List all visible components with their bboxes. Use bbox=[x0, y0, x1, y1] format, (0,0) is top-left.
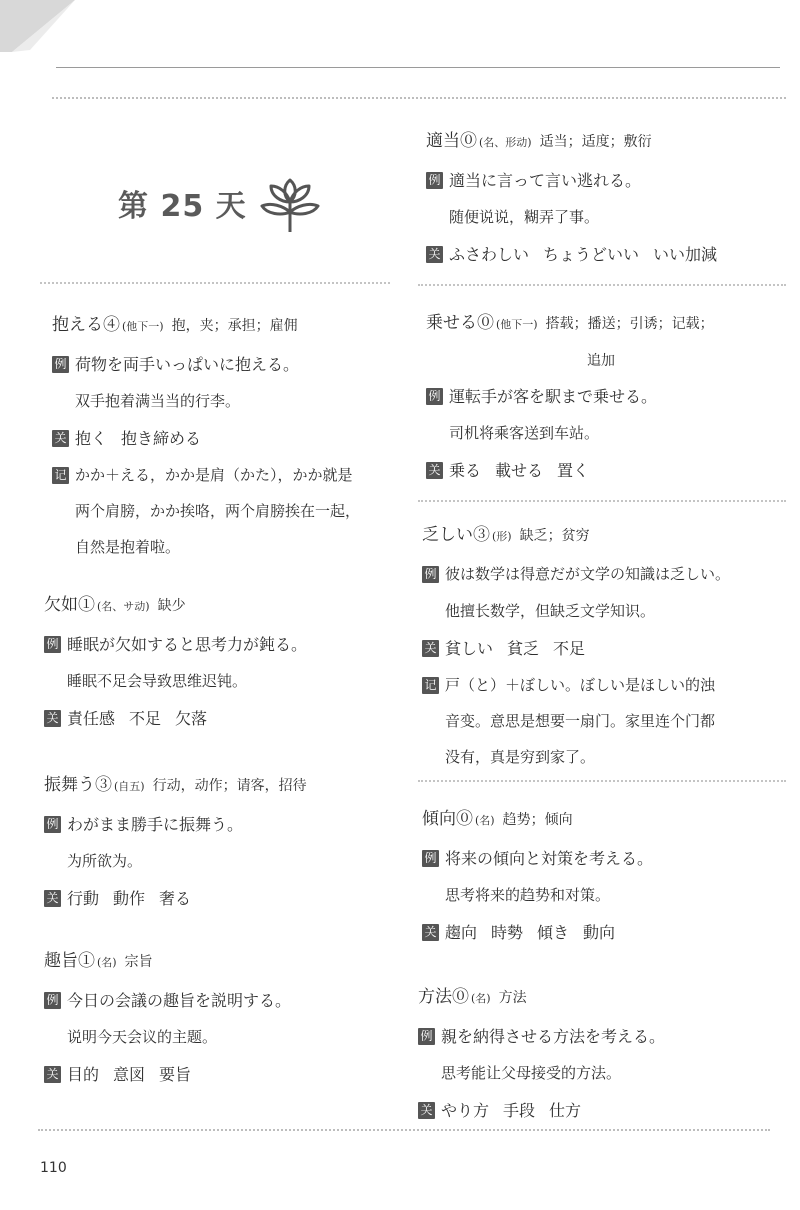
related-row bbox=[44, 700, 394, 737]
example-badge: 例 bbox=[426, 388, 443, 405]
meaning: 行动，动作；请客，招待 bbox=[152, 778, 307, 794]
example-row bbox=[426, 378, 776, 415]
example-badge: 例 bbox=[418, 1028, 435, 1045]
note-badge: 记 bbox=[422, 677, 439, 694]
meaning: 搭载；播送；引诱；记载； bbox=[545, 316, 714, 332]
meaning: 趋势；倾向 bbox=[502, 812, 573, 828]
related-word: 不足 bbox=[129, 709, 162, 728]
entry-toboshii bbox=[422, 516, 772, 775]
example-japanese: 彼は数学は得意だが文学の知識は乏しい。 bbox=[445, 565, 731, 583]
part-of-speech: (形) bbox=[492, 530, 512, 543]
example-row bbox=[422, 556, 772, 593]
entry-headword-line bbox=[422, 800, 772, 840]
example-japanese: 将来の傾向と対策を考える。 bbox=[445, 849, 654, 868]
example-japanese: 今日の会議の趣旨を説明する。 bbox=[67, 991, 292, 1010]
entry-kakaeru bbox=[52, 306, 402, 565]
related-row bbox=[426, 452, 776, 489]
section-divider bbox=[418, 284, 786, 286]
related-word: 動向 bbox=[583, 923, 616, 942]
headword: 乏しい bbox=[422, 525, 473, 545]
example-badge: 例 bbox=[52, 356, 69, 373]
accent-mark: ⓪ bbox=[456, 809, 473, 829]
headword: 趣旨 bbox=[44, 951, 78, 971]
example-badge: 例 bbox=[44, 992, 61, 1009]
related-word: 意図 bbox=[113, 1065, 146, 1084]
related-word: 要旨 bbox=[159, 1065, 192, 1084]
tree-icon bbox=[257, 172, 323, 234]
related-word: 貧乏 bbox=[507, 639, 540, 658]
headword: 振舞う bbox=[44, 775, 95, 795]
meaning: 抱，夹；承担；雇佣 bbox=[171, 318, 298, 334]
headword: 乗せる bbox=[426, 313, 477, 333]
related-row bbox=[52, 420, 402, 457]
related-word: 趨向 bbox=[445, 923, 478, 942]
example-chinese: 说明今天会议的主题。 bbox=[67, 1028, 218, 1046]
related-word: 目的 bbox=[67, 1065, 100, 1084]
example-badge: 例 bbox=[426, 172, 443, 189]
part-of-speech: (他下一) bbox=[496, 318, 538, 331]
example-japanese: 適当に言って言い逃れる。 bbox=[449, 171, 642, 190]
headword: 抱える bbox=[52, 315, 103, 335]
example-chinese: 思考将来的趋势和对策。 bbox=[445, 886, 611, 904]
related-row bbox=[422, 914, 772, 951]
example-chinese: 随便说说，糊弄了事。 bbox=[449, 208, 600, 226]
entry-headword-line bbox=[44, 942, 394, 982]
accent-mark: ③ bbox=[473, 525, 490, 545]
related-word: 時勢 bbox=[491, 923, 524, 942]
related-badge: 关 bbox=[426, 462, 443, 479]
related-word: 載せる bbox=[495, 461, 544, 480]
related-badge: 关 bbox=[44, 1066, 61, 1083]
accent-mark: ① bbox=[78, 595, 95, 615]
entry-houhou bbox=[418, 978, 768, 1129]
related-word: いい加減 bbox=[653, 245, 718, 264]
note-row bbox=[422, 667, 772, 703]
day-title-text: 第 25 天 bbox=[118, 189, 247, 224]
entry-headword-line bbox=[52, 306, 402, 346]
note-line: 两个肩膀，かか挨咯，两个肩膀挨在一起， bbox=[75, 502, 361, 520]
example-row bbox=[44, 626, 394, 663]
related-word: 傾き bbox=[537, 923, 570, 942]
entry-tekitou bbox=[426, 122, 776, 273]
related-word: ちょうどいい bbox=[543, 245, 640, 264]
meaning: 缺少 bbox=[157, 598, 186, 614]
example-row bbox=[44, 982, 394, 1019]
example-chinese: 为所欲为。 bbox=[67, 852, 143, 870]
accent-mark: ① bbox=[78, 951, 95, 971]
example-japanese: 親を納得させる方法を考える。 bbox=[441, 1027, 666, 1046]
accent-mark: ④ bbox=[103, 315, 120, 335]
related-word: 抱き締める bbox=[121, 429, 202, 448]
section-divider bbox=[418, 500, 786, 502]
example-badge: 例 bbox=[422, 850, 439, 867]
example-chinese: 睡眠不足会导致思维迟钝。 bbox=[67, 672, 248, 690]
entry-headword-line bbox=[44, 586, 394, 626]
example-row bbox=[422, 840, 772, 877]
headword: 欠如 bbox=[44, 595, 78, 615]
entry-noseru bbox=[426, 304, 776, 489]
related-row bbox=[44, 1056, 394, 1093]
related-word: 手段 bbox=[503, 1101, 536, 1120]
related-badge: 关 bbox=[418, 1102, 435, 1119]
section-divider bbox=[40, 282, 390, 284]
related-row bbox=[426, 236, 776, 273]
section-divider bbox=[418, 780, 786, 782]
related-badge: 关 bbox=[422, 924, 439, 941]
related-badge: 关 bbox=[422, 640, 439, 657]
example-row bbox=[418, 1018, 768, 1055]
related-row bbox=[44, 880, 394, 917]
example-japanese: 運転手が客を駅まで乗せる。 bbox=[449, 387, 658, 406]
related-word: 乗る bbox=[449, 461, 482, 480]
example-row bbox=[52, 346, 402, 383]
note-badge: 记 bbox=[52, 467, 69, 484]
example-chinese: 双手抱着满当当的行李。 bbox=[75, 392, 241, 410]
page-number: 110 bbox=[40, 1160, 67, 1176]
related-badge: 关 bbox=[426, 246, 443, 263]
entry-headword-line bbox=[426, 304, 776, 344]
related-badge: 关 bbox=[52, 430, 69, 447]
related-word: やり方 bbox=[441, 1101, 490, 1120]
example-chinese: 思考能让父母接受的方法。 bbox=[441, 1064, 622, 1082]
entry-headword-line bbox=[422, 516, 772, 556]
note-line: かか＋える，かか是肩（かた），かか就是 bbox=[75, 466, 353, 484]
headword: 傾向 bbox=[422, 809, 456, 829]
meaning: 适当；适度；敷衍 bbox=[539, 134, 652, 150]
related-word: 仕方 bbox=[549, 1101, 582, 1120]
example-badge: 例 bbox=[422, 566, 439, 583]
example-row bbox=[44, 806, 394, 843]
part-of-speech: (名) bbox=[475, 814, 495, 827]
related-word: 抱く bbox=[75, 429, 108, 448]
example-chinese: 司机将乘客送到车站。 bbox=[449, 424, 600, 442]
example-chinese: 他擅长数学，但缺乏文学知识。 bbox=[445, 602, 656, 620]
example-badge: 例 bbox=[44, 636, 61, 653]
related-row bbox=[418, 1092, 768, 1129]
entry-headword-line bbox=[426, 122, 776, 162]
day-title bbox=[118, 172, 323, 234]
entry-keikou bbox=[422, 800, 772, 951]
headword: 方法 bbox=[418, 987, 452, 1007]
example-badge: 例 bbox=[44, 816, 61, 833]
top-rule bbox=[56, 67, 780, 68]
note-line: 音变。意思是想要一扇门。家里连个门都 bbox=[445, 712, 716, 730]
entry-furumau bbox=[44, 766, 394, 917]
related-word: 貧しい bbox=[445, 639, 494, 658]
part-of-speech: (自五) bbox=[114, 780, 145, 793]
related-badge: 关 bbox=[44, 890, 61, 907]
example-japanese: わがまま勝手に振舞う。 bbox=[67, 815, 244, 834]
related-word: 欠落 bbox=[175, 709, 208, 728]
example-japanese: 睡眠が欠如すると思考力が鈍る。 bbox=[67, 635, 308, 654]
related-word: 不足 bbox=[553, 639, 586, 658]
entry-shushi bbox=[44, 942, 394, 1093]
entry-headword-line bbox=[44, 766, 394, 806]
meaning: 缺乏；贫穷 bbox=[519, 528, 590, 544]
entry-headword-line bbox=[418, 978, 768, 1018]
related-word: ふさわしい bbox=[449, 245, 530, 264]
entry-ketsujo bbox=[44, 586, 394, 737]
related-word: 奢る bbox=[159, 889, 192, 908]
note-row bbox=[52, 457, 402, 493]
accent-mark: ③ bbox=[95, 775, 112, 795]
related-word: 置く bbox=[557, 461, 590, 480]
accent-mark: ⓪ bbox=[452, 987, 469, 1007]
note-line: 没有，真是穷到家了。 bbox=[445, 748, 596, 766]
part-of-speech: (名) bbox=[97, 956, 117, 969]
related-row bbox=[422, 630, 772, 667]
example-row bbox=[426, 162, 776, 199]
example-japanese: 荷物を両手いっぱいに抱える。 bbox=[75, 355, 300, 374]
headword: 適当 bbox=[426, 131, 460, 151]
accent-mark: ⓪ bbox=[460, 131, 477, 151]
meaning: 宗旨 bbox=[124, 954, 153, 970]
note-line: 自然是抱着啦。 bbox=[75, 538, 181, 556]
page-corner-fold bbox=[0, 0, 75, 60]
top-dotted-divider bbox=[52, 97, 786, 99]
related-word: 責任感 bbox=[67, 709, 116, 728]
meaning: 方法 bbox=[498, 990, 527, 1006]
bottom-dotted-divider bbox=[38, 1129, 770, 1131]
part-of-speech: (名、形动) bbox=[479, 136, 532, 149]
part-of-speech: (他下一) bbox=[122, 320, 164, 333]
part-of-speech: (名) bbox=[471, 992, 491, 1005]
related-word: 行動 bbox=[67, 889, 100, 908]
meaning-continued: 追加 bbox=[587, 353, 615, 369]
accent-mark: ⓪ bbox=[477, 313, 494, 333]
note-line: 戸（と）＋ぼしい。ぼしい是ほしい的浊 bbox=[445, 676, 716, 694]
related-badge: 关 bbox=[44, 710, 61, 727]
part-of-speech: (名、サ动) bbox=[97, 600, 150, 613]
related-word: 動作 bbox=[113, 889, 146, 908]
